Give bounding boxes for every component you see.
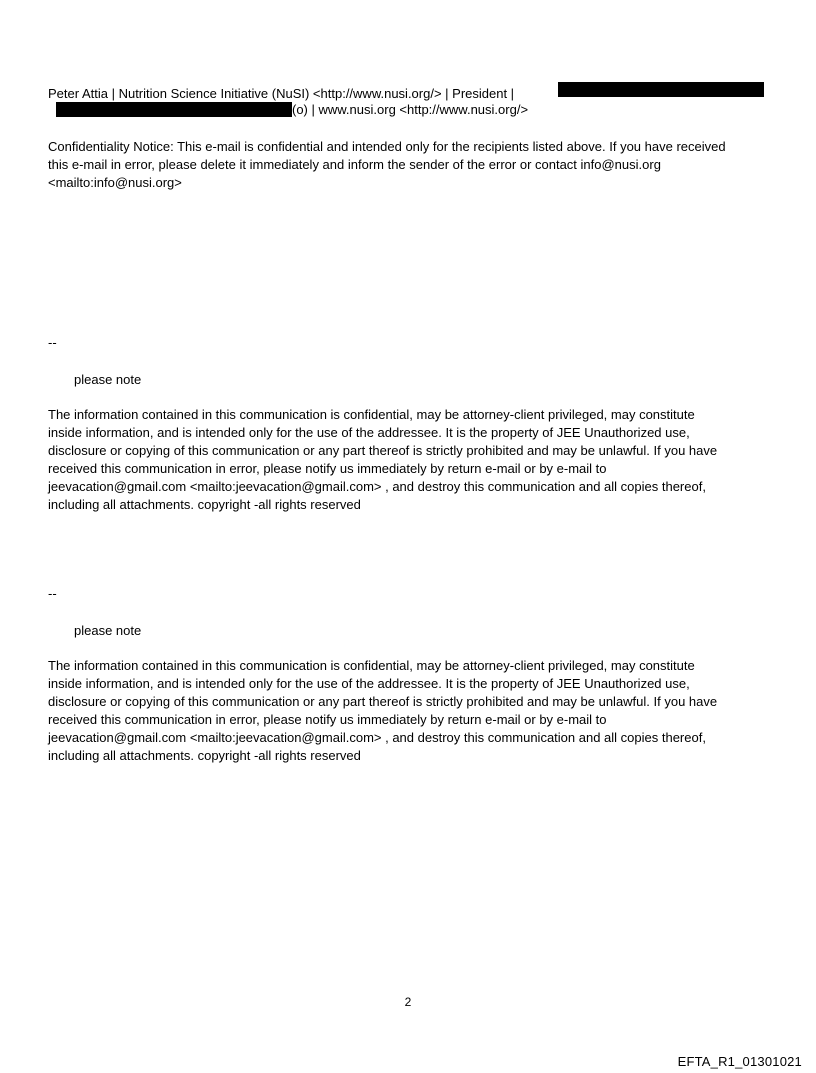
signature-line-2: (o) | www.nusi.org <http://www.nusi.org/> (292, 102, 529, 117)
legal-disclaimer (48, 657, 768, 765)
disclaimer-line: disclosure or copying of this communication or any part thereof is strictly prohibited and may be unlawful. If you have (48, 694, 718, 709)
confidentiality-notice (48, 138, 768, 192)
disclaimer-line: received this communication in error, please notify us immediately by return e-mail or by e-mail to (48, 461, 607, 476)
separator: -- (48, 586, 57, 601)
disclaimer-line: jeevacation@gmail.com <mailto:jeevacation@gmail.com> , and destroy this communication and all copies thereof, (48, 730, 706, 745)
redaction-box (56, 102, 292, 117)
please-note-heading: please note (74, 623, 142, 638)
please-note-heading: please note (74, 372, 142, 387)
disclaimer-line: inside information, and is intended only for the use of the addressee. It is the property of JEE Unauthorized use, (48, 676, 690, 691)
disclaimer-line: inside information, and is intended only for the use of the addressee. It is the property of JEE Unauthorized use, (48, 425, 690, 440)
disclaimer-line: including all attachments. copyright -all rights reserved (48, 497, 361, 512)
redaction-box (558, 82, 764, 97)
signature-line-1: Peter Attia | Nutrition Science Initiative (NuSI) <http://www.nusi.org/> | President | (48, 86, 515, 101)
disclaimer-line: The information contained in this communication is confidential, may be attorney-client privileged, may constitute (48, 407, 695, 422)
disclaimer-line: including all attachments. copyright -all rights reserved (48, 748, 361, 763)
page-number: 2 (404, 995, 412, 1009)
disclaimer-line: received this communication in error, please notify us immediately by return e-mail or by e-mail to (48, 712, 607, 727)
legal-disclaimer (48, 406, 768, 514)
disclaimer-line: The information contained in this communication is confidential, may be attorney-client privileged, may constitute (48, 658, 695, 673)
separator: -- (48, 335, 57, 350)
notice-line: this e-mail in error, please delete it immediately and inform the sender of the error or contact info@nusi.org (48, 157, 661, 172)
notice-line: <mailto:info@nusi.org> (48, 175, 182, 190)
notice-line: Confidentiality Notice: This e-mail is confidential and intended only for the recipients listed above. If you have received (48, 139, 726, 154)
disclaimer-line: jeevacation@gmail.com <mailto:jeevacation@gmail.com> , and destroy this communication and all copies thereof, (48, 479, 706, 494)
bates-number: EFTA_R1_01301021 (677, 1054, 802, 1069)
disclaimer-line: disclosure or copying of this communication or any part thereof is strictly prohibited and may be unlawful. If you have (48, 443, 718, 458)
